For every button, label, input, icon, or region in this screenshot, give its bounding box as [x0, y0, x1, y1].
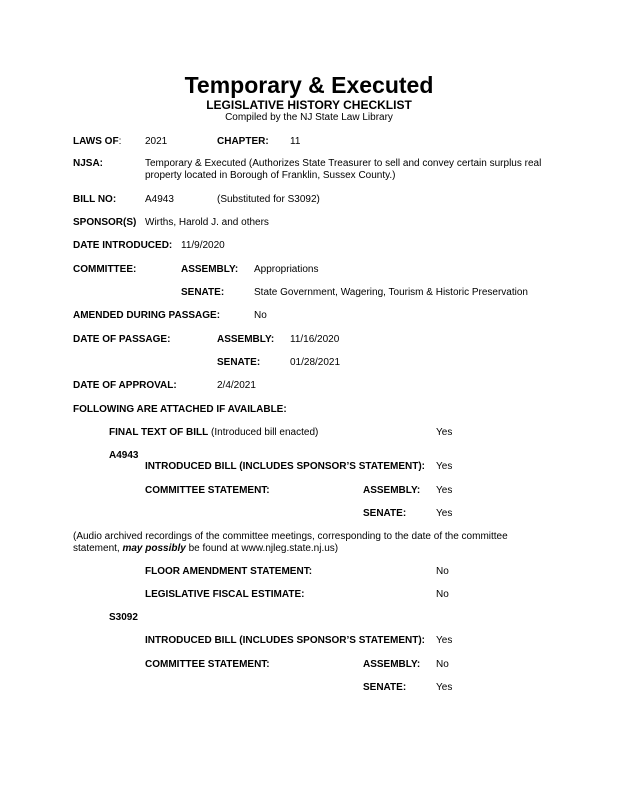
sponsors-value: Wirths, Harold J. and others — [145, 217, 269, 228]
date-of-approval-value: 2/4/2021 — [217, 380, 256, 391]
final-text-row — [109, 427, 318, 439]
audio-note-pre: statement, — [73, 543, 123, 554]
audio-note-line-1: (Audio archived recordings of the committee meetings, corresponding to the date of the committee — [73, 531, 508, 542]
audio-note-emphasis: may possibly — [122, 543, 186, 554]
page-subtitle: LEGISLATIVE HISTORY CHECKLIST — [206, 98, 412, 112]
audio-note-line-2 — [73, 543, 338, 555]
bill-no-note: (Substituted for S3092) — [217, 194, 320, 205]
date-of-approval-label: DATE OF APPROVAL: — [73, 380, 177, 391]
s3092-introduced-value: Yes — [436, 635, 453, 646]
amended-value: No — [254, 310, 267, 321]
bill-no-value: A4943 — [145, 194, 174, 205]
laws-of-label: LAWS OF — [73, 136, 119, 147]
a4943-senate-value: Yes — [436, 508, 453, 519]
a4943-senate-label: SENATE: — [363, 508, 407, 519]
date-introduced-label: DATE INTRODUCED: — [73, 240, 173, 251]
floor-amendment-value: No — [436, 566, 449, 577]
s3092-introduced-label: INTRODUCED BILL (INCLUDES SPONSOR’S STATEMENT): — [145, 635, 425, 646]
s3092-bill-label: S3092 — [109, 612, 138, 623]
passage-senate-label: SENATE: — [217, 357, 261, 368]
page-title: Temporary & Executed — [184, 72, 434, 98]
laws-of-value: 2021 — [145, 136, 168, 147]
bill-no-label: BILL NO: — [73, 194, 117, 205]
a4943-bill-label: A4943 — [109, 450, 139, 461]
committee-label: COMMITTEE: — [73, 264, 137, 275]
njsa-label: NJSA: — [73, 158, 104, 169]
s3092-assembly-label: ASSEMBLY: — [363, 659, 421, 670]
audio-note-post: be found at www.njleg.state.nj.us) — [185, 543, 339, 554]
committee-assembly-label: ASSEMBLY: — [181, 264, 239, 275]
a4943-introduced-value: Yes — [436, 461, 453, 472]
final-text-label: FINAL TEXT OF BILL — [109, 427, 209, 438]
committee-senate-value: State Government, Wagering, Tourism & Historic Preservation — [254, 287, 528, 298]
passage-assembly-label: ASSEMBLY: — [217, 334, 275, 345]
a4943-assembly-value: Yes — [436, 485, 453, 496]
njsa-line-2: property located in Borough of Franklin, Sussex County.) — [145, 170, 396, 181]
committee-senate-label: SENATE: — [181, 287, 225, 298]
attached-heading: FOLLOWING ARE ATTACHED IF AVAILABLE: — [73, 404, 287, 415]
chapter-label: CHAPTER: — [217, 136, 269, 147]
laws-of-colon: : — [118, 136, 122, 147]
amended-label: AMENDED DURING PASSAGE: — [73, 310, 221, 321]
laws-of-row — [73, 136, 121, 148]
sponsors-label: SPONSOR(S) — [73, 217, 137, 228]
passage-assembly-value: 11/16/2020 — [290, 334, 340, 345]
final-text-note: (Introduced bill enacted) — [208, 427, 319, 438]
floor-amendment-label: FLOOR AMENDMENT STATEMENT: — [145, 566, 313, 577]
fiscal-estimate-value: No — [436, 589, 449, 600]
a4943-assembly-label: ASSEMBLY: — [363, 485, 421, 496]
final-text-value: Yes — [436, 427, 453, 438]
compiled-by: Compiled by the NJ State Law Library — [225, 112, 393, 123]
chapter-value: 11 — [290, 136, 301, 147]
s3092-assembly-value: No — [436, 659, 449, 670]
a4943-introduced-label: INTRODUCED BILL (INCLUDES SPONSOR’S STATEMENT): — [145, 461, 425, 472]
date-of-passage-label: DATE OF PASSAGE: — [73, 334, 171, 345]
njsa-line-1: Temporary & Executed (Authorizes State Treasurer to sell and convey certain surplus real — [145, 158, 542, 169]
fiscal-estimate-label: LEGISLATIVE FISCAL ESTIMATE: — [145, 589, 305, 600]
s3092-committee-label: COMMITTEE STATEMENT: — [145, 659, 270, 670]
committee-assembly-value: Appropriations — [254, 264, 319, 275]
a4943-committee-label: COMMITTEE STATEMENT: — [145, 485, 270, 496]
passage-senate-value: 01/28/2021 — [290, 357, 341, 368]
s3092-senate-label: SENATE: — [363, 682, 407, 693]
date-introduced-value: 11/9/2020 — [181, 240, 225, 251]
s3092-senate-value: Yes — [436, 682, 453, 693]
